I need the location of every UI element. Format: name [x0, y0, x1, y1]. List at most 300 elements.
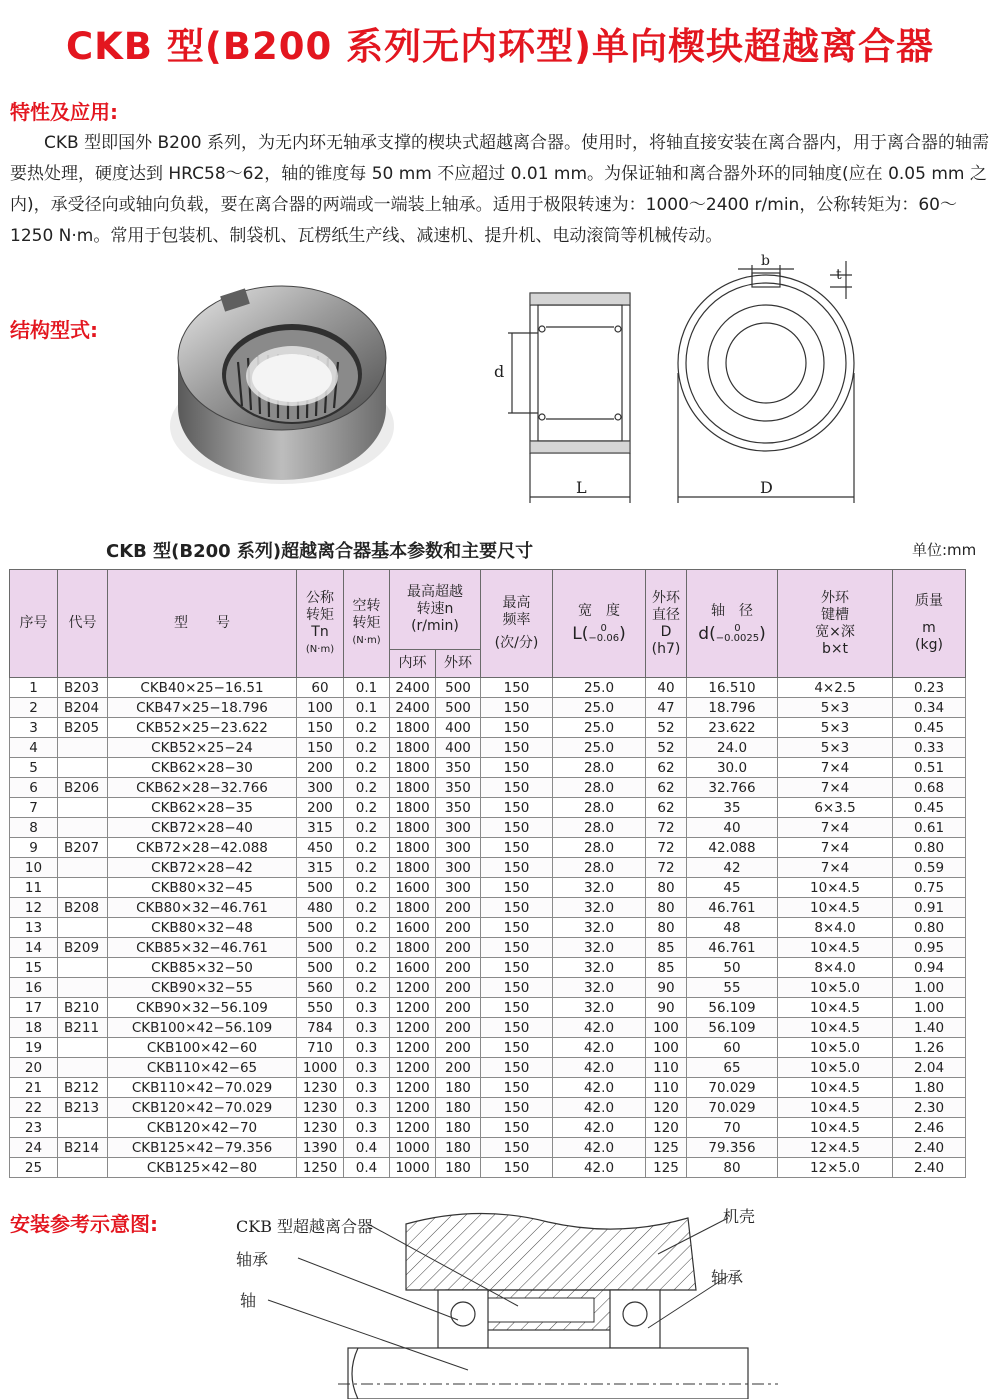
cell-speed-inner: 1600 [390, 878, 436, 898]
cell-speed-inner: 1200 [390, 1038, 436, 1058]
cell-keyway: 12×4.5 [778, 1138, 893, 1158]
spec-table [9, 569, 966, 1178]
cell-freq: 150 [481, 718, 553, 738]
cell-keyway: 12×5.0 [778, 1158, 893, 1178]
cell-shaft: 23.622 [687, 718, 778, 738]
cell-shaft: 70 [687, 1118, 778, 1138]
cell-freq: 150 [481, 1158, 553, 1178]
cell-width: 32.0 [553, 918, 646, 938]
cell-idle: 0.3 [344, 1058, 390, 1078]
cell-idle: 0.1 [344, 698, 390, 718]
cell-idle: 0.2 [344, 978, 390, 998]
cell-code: B205 [58, 718, 108, 738]
cell-mass: 1.80 [893, 1078, 966, 1098]
cell-code: B206 [58, 778, 108, 798]
cell-speed-outer: 200 [436, 998, 481, 1018]
table-row [10, 1038, 966, 1058]
spec-table-body [10, 678, 966, 1178]
cell-mass: 0.80 [893, 838, 966, 858]
cell-outer-dia: 110 [646, 1058, 687, 1078]
cell-freq: 150 [481, 798, 553, 818]
cell-outer-dia: 100 [646, 1018, 687, 1038]
cell-code: B208 [58, 898, 108, 918]
features-text: CKB 型即国外 B200 系列，为无内环无轴承支撑的楔块式超越离合器。使用时，将轴直接安装在离合器内，用于离合器的轴需要热处理，硬度达到 HRC58～62，轴的锥度每 50 mm 不应超过 0.01 mm。为保证轴和离合器外环的同轴度(应在 0.05 mm 之内)，承受径向或轴向负载，要在离合器的两端或一端装上轴承。适用于极限转速为：1000～2400 r/min，公称转矩为：60～1250 N·m。常用于包装机、制袋机、瓦楞纸生产线、减速机、提升机、电动滚筒等机械传动。 [10, 133, 990, 246]
cell-code: B210 [58, 998, 108, 1018]
cell-code: B211 [58, 1018, 108, 1038]
cell-shaft: 18.796 [687, 698, 778, 718]
table-row [10, 798, 966, 818]
cell-seq: 17 [10, 998, 58, 1018]
cell-width: 32.0 [553, 998, 646, 1018]
cell-torque: 300 [297, 778, 344, 798]
cell-outer-dia: 90 [646, 998, 687, 1018]
cell-speed-inner: 1000 [390, 1158, 436, 1178]
dim-D: D [760, 478, 773, 497]
table-title: CKB 型(B200 系列)超越离合器基本参数和主要尺寸 [106, 541, 534, 562]
cell-mass: 1.00 [893, 998, 966, 1018]
cell-model: CKB52×25−23.622 [108, 718, 297, 738]
cell-shaft: 42.088 [687, 838, 778, 858]
cell-model: CKB62×28−32.766 [108, 778, 297, 798]
cell-freq: 150 [481, 958, 553, 978]
cell-speed-inner: 1200 [390, 978, 436, 998]
cell-model: CKB62×28−35 [108, 798, 297, 818]
table-row [10, 978, 966, 998]
cell-speed-outer: 200 [436, 898, 481, 918]
header-speed: 最高超越 转速n (r/min) [390, 570, 481, 650]
cell-seq: 9 [10, 838, 58, 858]
cell-keyway: 7×4 [778, 818, 893, 838]
cell-keyway: 8×4.0 [778, 918, 893, 938]
cell-keyway: 10×5.0 [778, 1058, 893, 1078]
cell-model: CKB125×42−80 [108, 1158, 297, 1178]
cell-idle: 0.3 [344, 1078, 390, 1098]
cell-speed-inner: 1800 [390, 718, 436, 738]
cell-idle: 0.2 [344, 798, 390, 818]
cell-torque: 200 [297, 758, 344, 778]
cell-width: 25.0 [553, 698, 646, 718]
table-row [10, 838, 966, 858]
cell-shaft: 42 [687, 858, 778, 878]
cell-speed-outer: 200 [436, 918, 481, 938]
cell-speed-inner: 1200 [390, 1018, 436, 1038]
cell-model: CKB72×28−42.088 [108, 838, 297, 858]
cell-mass: 0.68 [893, 778, 966, 798]
cell-outer-dia: 85 [646, 938, 687, 958]
cell-torque: 560 [297, 978, 344, 998]
cell-speed-inner: 1000 [390, 1138, 436, 1158]
installation-heading: 安装参考示意图: [10, 1212, 158, 1236]
table-row [10, 998, 966, 1018]
table-row [10, 1138, 966, 1158]
cell-speed-outer: 300 [436, 838, 481, 858]
cell-freq: 150 [481, 918, 553, 938]
cell-torque: 784 [297, 1018, 344, 1038]
cell-freq: 150 [481, 1038, 553, 1058]
header-width: 宽 度 L( 0 −0.06 ) [553, 570, 646, 678]
cell-shaft: 55 [687, 978, 778, 998]
cell-shaft: 35 [687, 798, 778, 818]
cell-outer-dia: 110 [646, 1078, 687, 1098]
cell-torque: 1230 [297, 1078, 344, 1098]
cell-torque: 550 [297, 998, 344, 1018]
cell-torque: 150 [297, 738, 344, 758]
cell-idle: 0.2 [344, 818, 390, 838]
table-row [10, 758, 966, 778]
cell-width: 28.0 [553, 818, 646, 838]
cell-idle: 0.4 [344, 1138, 390, 1158]
label-clutch: CKB 型超越离合器 [236, 1217, 374, 1236]
cell-torque: 500 [297, 878, 344, 898]
cell-keyway: 7×4 [778, 858, 893, 878]
header-mass: 质量 m (kg) [893, 570, 966, 678]
cell-keyway: 10×4.5 [778, 1118, 893, 1138]
cell-keyway: 10×4.5 [778, 1098, 893, 1118]
header-torque: 公称 转矩 Tn (N·m) [297, 570, 344, 678]
cell-speed-inner: 2400 [390, 678, 436, 698]
cell-speed-outer: 200 [436, 938, 481, 958]
cell-speed-inner: 1800 [390, 738, 436, 758]
cell-speed-outer: 180 [436, 1098, 481, 1118]
cell-model: CKB40×25−16.51 [108, 678, 297, 698]
cell-width: 32.0 [553, 898, 646, 918]
cell-model: CKB125×42−79.356 [108, 1138, 297, 1158]
cell-torque: 100 [297, 698, 344, 718]
cell-mass: 0.91 [893, 898, 966, 918]
cell-code: B213 [58, 1098, 108, 1118]
cell-speed-inner: 2400 [390, 698, 436, 718]
cell-shaft: 50 [687, 958, 778, 978]
table-row [10, 678, 966, 698]
cell-outer-dia: 72 [646, 858, 687, 878]
cell-idle: 0.3 [344, 1098, 390, 1118]
cell-seq: 6 [10, 778, 58, 798]
cell-outer-dia: 80 [646, 918, 687, 938]
cell-code: B214 [58, 1138, 108, 1158]
cell-shaft: 65 [687, 1058, 778, 1078]
cell-idle: 0.2 [344, 838, 390, 858]
cell-code: B203 [58, 678, 108, 698]
cell-shaft: 70.029 [687, 1098, 778, 1118]
cell-outer-dia: 120 [646, 1098, 687, 1118]
cell-seq: 21 [10, 1078, 58, 1098]
cell-code: B209 [58, 938, 108, 958]
cell-torque: 1000 [297, 1058, 344, 1078]
cell-seq: 20 [10, 1058, 58, 1078]
cell-width: 28.0 [553, 798, 646, 818]
cell-mass: 0.95 [893, 938, 966, 958]
cell-shaft: 30.0 [687, 758, 778, 778]
cell-idle: 0.2 [344, 938, 390, 958]
cell-seq: 2 [10, 698, 58, 718]
cell-idle: 0.4 [344, 1158, 390, 1178]
cell-freq: 150 [481, 1138, 553, 1158]
cell-freq: 150 [481, 938, 553, 958]
table-row [10, 1158, 966, 1178]
cell-keyway: 10×5.0 [778, 978, 893, 998]
cell-freq: 150 [481, 1118, 553, 1138]
cell-outer-dia: 90 [646, 978, 687, 998]
header-speed-inner: 内环 [390, 650, 436, 678]
cell-torque: 450 [297, 838, 344, 858]
cell-width: 42.0 [553, 1018, 646, 1038]
cell-mass: 2.40 [893, 1158, 966, 1178]
cell-model: CKB110×42−65 [108, 1058, 297, 1078]
table-row [10, 958, 966, 978]
table-row [10, 1098, 966, 1118]
cell-freq: 150 [481, 1078, 553, 1098]
features-paragraph [10, 128, 995, 252]
cell-speed-outer: 180 [436, 1138, 481, 1158]
label-bearing-right: 轴承 [711, 1268, 744, 1287]
cell-idle: 0.3 [344, 1118, 390, 1138]
cell-shaft: 48 [687, 918, 778, 938]
cell-seq: 19 [10, 1038, 58, 1058]
cell-freq: 150 [481, 758, 553, 778]
cell-torque: 480 [297, 898, 344, 918]
cell-keyway: 10×4.5 [778, 998, 893, 1018]
cell-width: 42.0 [553, 1078, 646, 1098]
cell-idle: 0.2 [344, 858, 390, 878]
cell-torque: 500 [297, 958, 344, 978]
cell-freq: 150 [481, 878, 553, 898]
cell-seq: 4 [10, 738, 58, 758]
cell-code: B204 [58, 698, 108, 718]
cell-width: 32.0 [553, 978, 646, 998]
cell-width: 28.0 [553, 778, 646, 798]
cell-torque: 60 [297, 678, 344, 698]
cell-idle: 0.2 [344, 898, 390, 918]
cell-speed-outer: 180 [436, 1158, 481, 1178]
cell-width: 28.0 [553, 758, 646, 778]
cell-code [58, 878, 108, 898]
cell-model: CKB85×32−46.761 [108, 938, 297, 958]
cell-width: 42.0 [553, 1118, 646, 1138]
cell-speed-inner: 1800 [390, 778, 436, 798]
cell-idle: 0.3 [344, 1038, 390, 1058]
cell-model: CKB80×32−48 [108, 918, 297, 938]
cell-keyway: 5×3 [778, 718, 893, 738]
cell-freq: 150 [481, 1058, 553, 1078]
header-freq: 最高 频率 (次/分) [481, 570, 553, 678]
cell-mass: 2.40 [893, 1138, 966, 1158]
cell-width: 42.0 [553, 1058, 646, 1078]
cell-shaft: 80 [687, 1158, 778, 1178]
cell-model: CKB80×32−45 [108, 878, 297, 898]
cell-speed-outer: 300 [436, 858, 481, 878]
cell-speed-outer: 200 [436, 1038, 481, 1058]
table-row [10, 938, 966, 958]
cell-outer-dia: 47 [646, 698, 687, 718]
cell-speed-inner: 1800 [390, 798, 436, 818]
label-housing: 机壳 [723, 1207, 756, 1226]
cell-keyway: 10×4.5 [778, 898, 893, 918]
header-idle: 空转 转矩 (N·m) [344, 570, 390, 678]
cell-keyway: 7×4 [778, 758, 893, 778]
cell-outer-dia: 80 [646, 878, 687, 898]
features-heading: 特性及应用: [10, 100, 118, 124]
dim-b: b [761, 253, 770, 269]
cell-width: 42.0 [553, 1158, 646, 1178]
cell-torque: 315 [297, 858, 344, 878]
cell-torque: 1230 [297, 1098, 344, 1118]
cell-width: 42.0 [553, 1038, 646, 1058]
cell-idle: 0.2 [344, 738, 390, 758]
cell-speed-inner: 1200 [390, 1078, 436, 1098]
cell-code [58, 918, 108, 938]
cell-seq: 16 [10, 978, 58, 998]
cell-torque: 1390 [297, 1138, 344, 1158]
cell-shaft: 24.0 [687, 738, 778, 758]
cell-width: 25.0 [553, 678, 646, 698]
cell-freq: 150 [481, 678, 553, 698]
cell-seq: 13 [10, 918, 58, 938]
cell-speed-inner: 1600 [390, 958, 436, 978]
cell-shaft: 46.761 [687, 938, 778, 958]
cell-code [58, 758, 108, 778]
cell-model: CKB120×42−70 [108, 1118, 297, 1138]
table-row [10, 858, 966, 878]
cell-seq: 8 [10, 818, 58, 838]
cell-model: CKB120×42−70.029 [108, 1098, 297, 1118]
cell-outer-dia: 80 [646, 898, 687, 918]
table-row [10, 1058, 966, 1078]
header-shaft: 轴 径 d( 0 −0.0025 ) [687, 570, 778, 678]
cell-mass: 0.45 [893, 798, 966, 818]
cell-speed-inner: 1600 [390, 918, 436, 938]
label-bearing-left: 轴承 [236, 1250, 269, 1269]
cell-mass: 0.61 [893, 818, 966, 838]
cell-keyway: 4×2.5 [778, 678, 893, 698]
cell-shaft: 32.766 [687, 778, 778, 798]
cell-seq: 25 [10, 1158, 58, 1178]
cell-shaft: 40 [687, 818, 778, 838]
cell-code [58, 738, 108, 758]
table-row [10, 1078, 966, 1098]
cell-speed-outer: 200 [436, 978, 481, 998]
cell-mass: 0.94 [893, 958, 966, 978]
cell-mass: 0.45 [893, 718, 966, 738]
cell-code: B212 [58, 1078, 108, 1098]
cell-freq: 150 [481, 738, 553, 758]
cell-torque: 200 [297, 798, 344, 818]
cell-speed-inner: 1200 [390, 1058, 436, 1078]
cell-mass: 0.34 [893, 698, 966, 718]
cell-outer-dia: 100 [646, 1038, 687, 1058]
cell-mass: 0.80 [893, 918, 966, 938]
cell-keyway: 8×4.0 [778, 958, 893, 978]
cell-outer-dia: 85 [646, 958, 687, 978]
cell-outer-dia: 125 [646, 1158, 687, 1178]
cell-width: 32.0 [553, 958, 646, 978]
product-photo [166, 278, 398, 494]
header-outer-dia: 外环 直径 D (h7) [646, 570, 687, 678]
cell-keyway: 7×4 [778, 778, 893, 798]
cell-shaft: 16.510 [687, 678, 778, 698]
cell-outer-dia: 72 [646, 838, 687, 858]
cell-mass: 1.26 [893, 1038, 966, 1058]
cell-speed-inner: 1800 [390, 898, 436, 918]
cell-mass: 0.51 [893, 758, 966, 778]
cell-speed-outer: 400 [436, 738, 481, 758]
cell-model: CKB62×28−30 [108, 758, 297, 778]
cell-torque: 710 [297, 1038, 344, 1058]
cell-freq: 150 [481, 858, 553, 878]
cell-shaft: 70.029 [687, 1078, 778, 1098]
cell-code [58, 1058, 108, 1078]
cell-keyway: 10×4.5 [778, 938, 893, 958]
cell-keyway: 5×3 [778, 738, 893, 758]
table-row [10, 778, 966, 798]
cell-model: CKB100×42−56.109 [108, 1018, 297, 1038]
cell-speed-inner: 1800 [390, 838, 436, 858]
page-title: CKB 型(B200 系列无内环型)单向楔块超越离合器 [65, 25, 935, 68]
cell-seq: 24 [10, 1138, 58, 1158]
cell-keyway: 6×3.5 [778, 798, 893, 818]
cell-shaft: 56.109 [687, 1018, 778, 1038]
cell-mass: 0.75 [893, 878, 966, 898]
cell-idle: 0.2 [344, 878, 390, 898]
cell-speed-outer: 200 [436, 1018, 481, 1038]
cell-speed-inner: 1800 [390, 818, 436, 838]
cell-outer-dia: 62 [646, 778, 687, 798]
cell-speed-outer: 400 [436, 718, 481, 738]
unit-label: 单位:mm [912, 541, 977, 559]
cell-outer-dia: 52 [646, 718, 687, 738]
cell-seq: 18 [10, 1018, 58, 1038]
table-row [10, 718, 966, 738]
cell-mass: 2.04 [893, 1058, 966, 1078]
cell-shaft: 79.356 [687, 1138, 778, 1158]
cell-speed-inner: 1800 [390, 858, 436, 878]
table-row [10, 1118, 966, 1138]
cell-idle: 0.2 [344, 778, 390, 798]
cell-idle: 0.2 [344, 718, 390, 738]
cell-model: CKB72×28−40 [108, 818, 297, 838]
cell-freq: 150 [481, 978, 553, 998]
header-code: 代号 [58, 570, 108, 678]
cell-model: CKB85×32−50 [108, 958, 297, 978]
cell-seq: 23 [10, 1118, 58, 1138]
cell-speed-outer: 300 [436, 878, 481, 898]
cell-speed-outer: 500 [436, 678, 481, 698]
cell-shaft: 60 [687, 1038, 778, 1058]
cell-model: CKB100×42−60 [108, 1038, 297, 1058]
cell-speed-outer: 180 [436, 1118, 481, 1138]
cell-width: 28.0 [553, 838, 646, 858]
cell-model: CKB90×32−56.109 [108, 998, 297, 1018]
cell-idle: 0.3 [344, 1018, 390, 1038]
cell-freq: 150 [481, 998, 553, 1018]
cell-width: 25.0 [553, 738, 646, 758]
cell-idle: 0.2 [344, 918, 390, 938]
cell-seq: 10 [10, 858, 58, 878]
cell-mass: 1.40 [893, 1018, 966, 1038]
cell-mass: 2.30 [893, 1098, 966, 1118]
cell-freq: 150 [481, 818, 553, 838]
cell-mass: 0.59 [893, 858, 966, 878]
cell-torque: 1250 [297, 1158, 344, 1178]
cell-model: CKB47×25−18.796 [108, 698, 297, 718]
cell-torque: 315 [297, 818, 344, 838]
cell-outer-dia: 52 [646, 738, 687, 758]
cell-speed-outer: 200 [436, 958, 481, 978]
cell-keyway: 5×3 [778, 698, 893, 718]
cell-keyway: 7×4 [778, 838, 893, 858]
cell-shaft: 46.761 [687, 898, 778, 918]
cell-keyway: 10×4.5 [778, 878, 893, 898]
cell-idle: 0.3 [344, 998, 390, 1018]
